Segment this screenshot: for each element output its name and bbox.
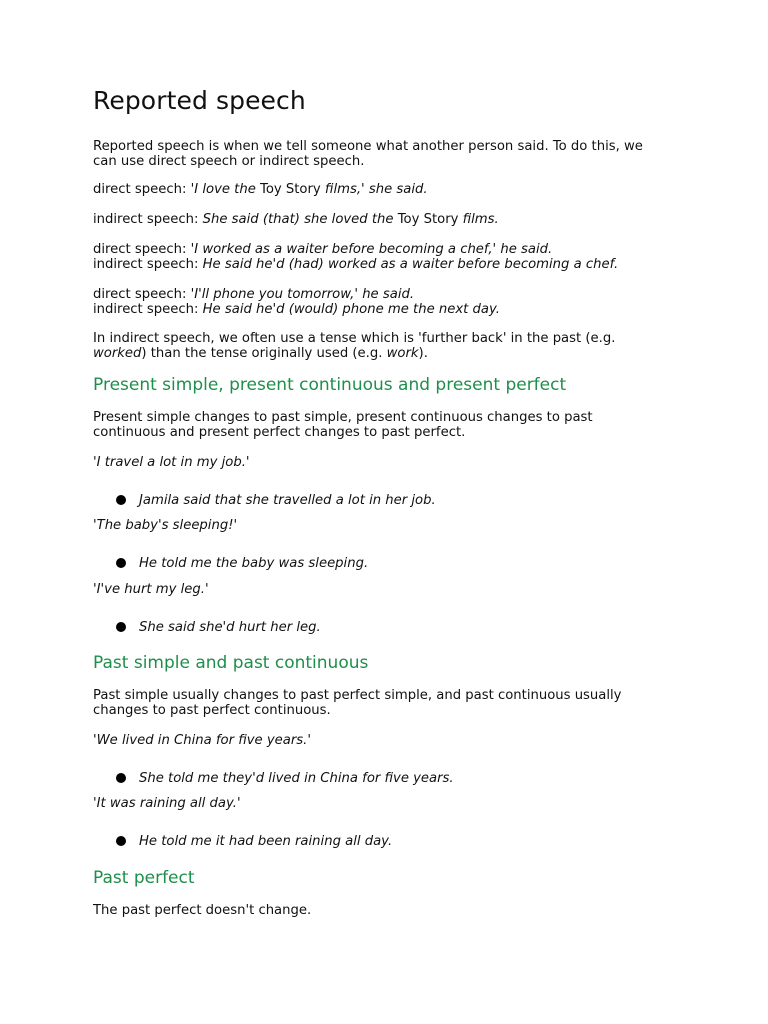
quote-text: films,: [320, 182, 362, 197]
indirect-speech-label: indirect speech:: [93, 257, 203, 272]
example-indirect-1: [93, 212, 499, 227]
page-title: Reported speech: [93, 86, 306, 115]
direct-speech-label: direct speech:: [93, 242, 191, 257]
description-line-2: continuous and present perfect changes to past perfect.: [93, 425, 466, 440]
example-pair-3: [93, 287, 500, 317]
list-item: [116, 771, 454, 786]
section-description: The past perfect doesn't change.: [93, 903, 312, 918]
quote-text: The baby's sleeping!: [96, 518, 234, 533]
film-title: Toy Story: [260, 182, 321, 197]
description-line-2: changes to past perfect continuous.: [93, 703, 331, 718]
section-heading-past-simple: Past simple and past continuous: [93, 653, 369, 673]
quote-mark: ': [354, 287, 363, 302]
intro-paragraph: [93, 139, 643, 169]
direct-speech-label: direct speech:: [93, 182, 191, 197]
reported-text: She told me they'd lived in China for five years.: [139, 771, 454, 786]
quote-text: I'll phone you tomorrow,: [194, 287, 355, 302]
quote-text: It was raining all day.: [96, 796, 237, 811]
reported-text: films.: [458, 212, 499, 227]
reported-text: He told me it had been raining all day.: [139, 834, 393, 849]
example-quote: 'I've hurt my leg.': [93, 582, 209, 597]
quote-text: I've hurt my leg.: [96, 582, 205, 597]
bullet-icon: [116, 495, 126, 505]
section-description: [93, 688, 622, 718]
example-pair-2: [93, 242, 618, 272]
intro-line-2: can use direct speech or indirect speech.: [93, 154, 365, 169]
example-quote: 'I travel a lot in my job.': [93, 455, 250, 470]
quote-text: I worked as a waiter before becoming a chef,: [194, 242, 493, 257]
film-title: Toy Story: [397, 212, 459, 227]
list-item: [116, 493, 436, 508]
bullet-icon: [116, 836, 126, 846]
reported-text: She said she'd hurt her leg.: [139, 620, 321, 635]
list-item: [116, 834, 392, 849]
quote-mark: ': [190, 287, 195, 302]
quote-mark: ': [492, 242, 501, 257]
said-text: he said.: [362, 287, 415, 302]
quote-text: I love the: [194, 182, 261, 197]
tense-note-paragraph: [93, 331, 615, 361]
bullet-icon: [116, 773, 126, 783]
quote-text: I travel a lot in my job.: [96, 455, 246, 470]
tense-note-line-1: In indirect speech, we often use a tense which is 'further back' in the past (e.g.: [93, 331, 616, 346]
quote-mark: ': [361, 182, 369, 197]
description-line-1: Present simple changes to past simple, present continuous changes to past: [93, 410, 593, 425]
example-quote: 'It was raining all day.': [93, 796, 241, 811]
tense-note-text: ).: [418, 346, 428, 361]
list-item: [116, 620, 321, 635]
said-text: she said.: [368, 182, 428, 197]
reported-text: He said he'd (would) phone me the next day.: [202, 302, 500, 317]
section-heading-past-perfect: Past perfect: [93, 868, 195, 888]
said-text: he said.: [500, 242, 553, 257]
quote-mark: ': [190, 182, 195, 197]
example-word: work: [386, 346, 419, 361]
quote-text: We lived in China for five years.: [96, 733, 308, 748]
example-quote: 'We lived in China for five years.': [93, 733, 311, 748]
bullet-icon: [116, 558, 126, 568]
intro-line-1: Reported speech is when we tell someone what another person said. To do this, we: [93, 139, 643, 154]
example-direct-1: [93, 182, 428, 197]
tense-note-text: ) than the tense originally used (e.g.: [141, 346, 387, 361]
list-item: [116, 556, 368, 571]
quote-mark: ': [190, 242, 195, 257]
bullet-icon: [116, 622, 126, 632]
reported-text: She said (that) she loved the: [202, 212, 398, 227]
description-line-1: Past simple usually changes to past perfect simple, and past continuous usually: [93, 688, 622, 703]
example-quote: 'The baby's sleeping!': [93, 518, 238, 533]
indirect-speech-label: indirect speech:: [93, 302, 203, 317]
section-heading-present: Present simple, present continuous and present perfect: [93, 375, 567, 395]
reported-text: Jamila said that she travelled a lot in her job.: [139, 493, 436, 508]
reported-text: He told me the baby was sleeping.: [139, 556, 369, 571]
reported-text: He said he'd (had) worked as a waiter before becoming a chef.: [202, 257, 619, 272]
direct-speech-label: direct speech:: [93, 287, 191, 302]
indirect-speech-label: indirect speech:: [93, 212, 203, 227]
example-word: worked: [93, 346, 142, 361]
section-description: [93, 410, 593, 440]
